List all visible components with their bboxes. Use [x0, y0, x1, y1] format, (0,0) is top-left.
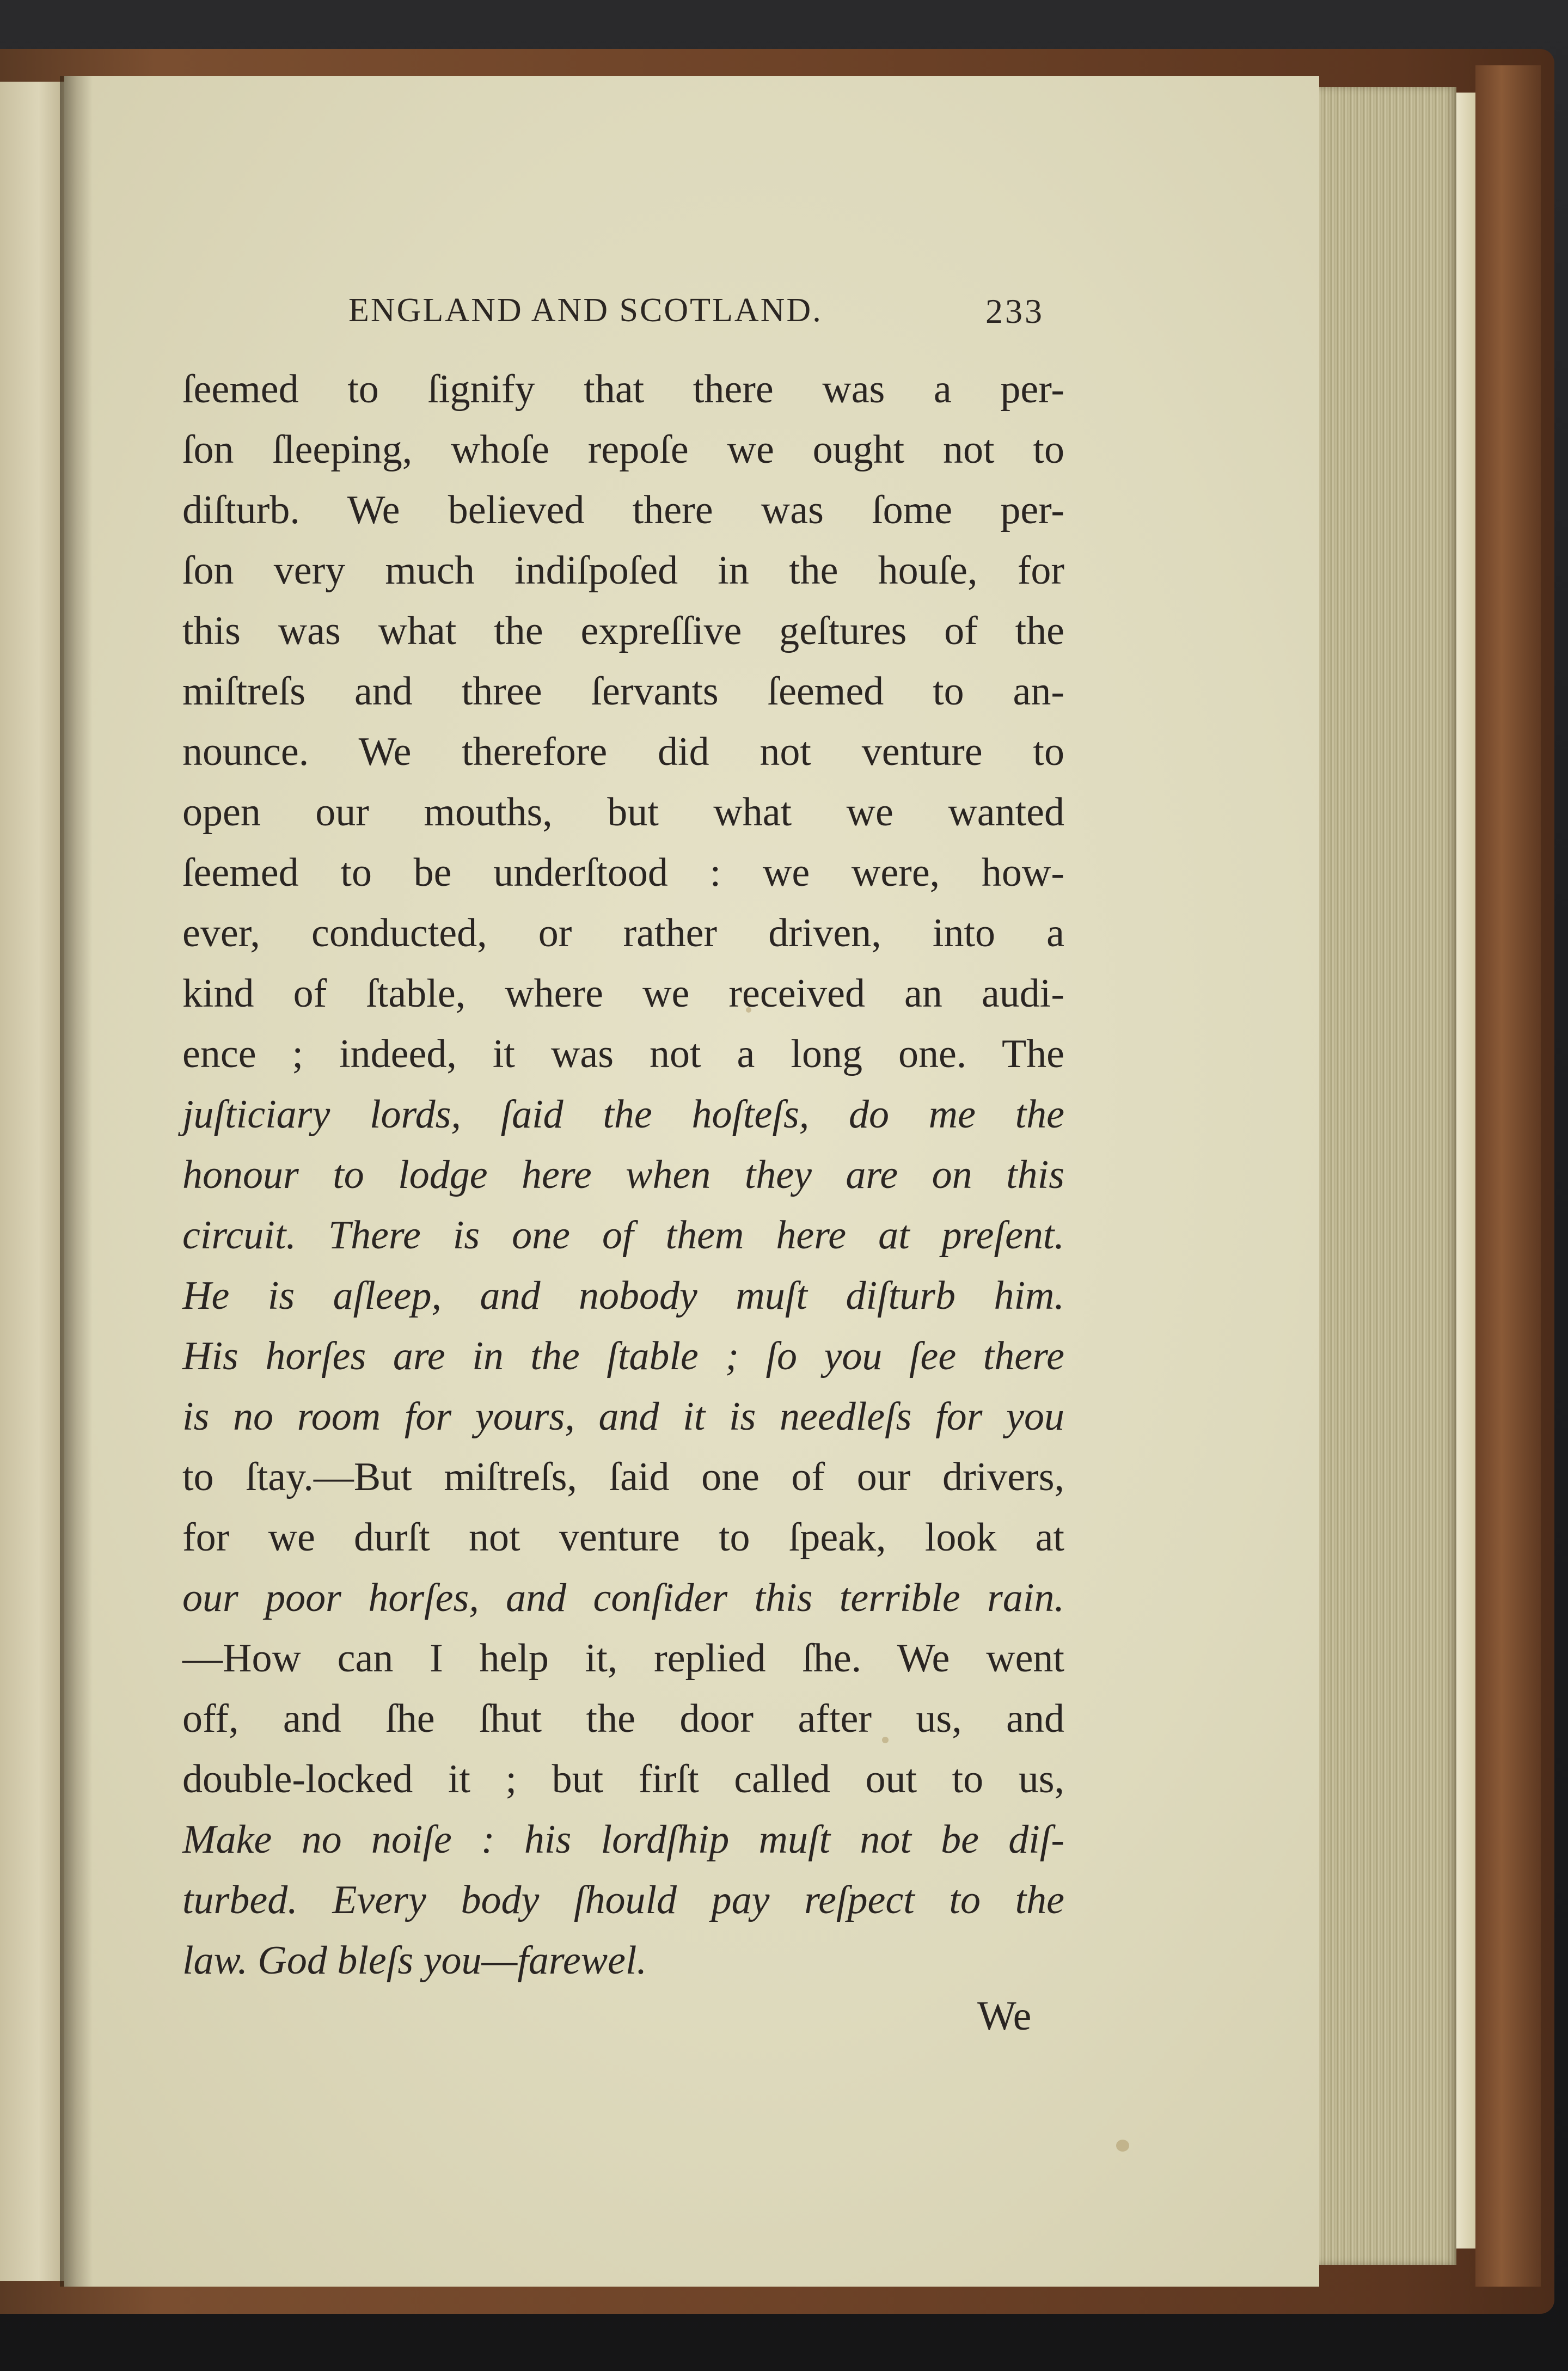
text-line: double-locked it ; but firſt called out to us, — [182, 1757, 1064, 1802]
text-line: ſeemed to ſignify that there was a per- — [182, 367, 1064, 412]
text-line: Make no noiſe : his lordſhip muſt not be diſ- — [182, 1817, 1064, 1862]
text-line: this was what the expreſſive geſtures of the — [182, 609, 1064, 653]
body-text — [182, 359, 1064, 1991]
text-line: circuit. There is one of them here at preſent. — [182, 1213, 1064, 1258]
text-line: ence ; indeed, it was not a long one. The — [182, 1032, 1064, 1076]
text-line: to ſtay.—But miſtreſs, ſaid one of our drivers, — [182, 1455, 1064, 1499]
verso-page-edge — [0, 82, 64, 2281]
text-line: ſon very much indiſpoſed in the houſe, for — [182, 548, 1064, 593]
text-line: He is aſleep, and nobody muſt diſturb him. — [182, 1273, 1064, 1318]
text-line: miſtreſs and three ſervants ſeemed to an- — [182, 669, 1064, 714]
catchword: We — [977, 1993, 1032, 2039]
text-line: law. God bleſs you—farewel. — [182, 1938, 647, 1983]
text-line: open our mouths, but what we wanted — [182, 790, 1064, 835]
running-title: ENGLAND AND SCOTLAND. — [348, 292, 823, 329]
text-line: His horſes are in the ſtable ; ſo you ſee there — [182, 1334, 1064, 1379]
text-line: is no room for yours, and it is needleſs for you — [182, 1394, 1064, 1439]
page-stack-outer-edge — [1456, 93, 1475, 2249]
text-line: juſticiary lords, ſaid the hoſteſs, do me the — [182, 1092, 1064, 1137]
text-line: ſon ſleeping, whoſe repoſe we ought not to — [182, 427, 1064, 472]
text-line: ever, conducted, or rather driven, into a — [182, 911, 1064, 955]
text-line: diſturb. We believed there was ſome per- — [182, 488, 1064, 532]
cover-edge — [1475, 65, 1541, 2287]
foxing-spot — [1116, 2140, 1129, 2152]
page-number: 233 — [985, 292, 1044, 330]
gutter-shadow — [60, 76, 93, 2287]
text-line: turbed. Every body ſhould pay reſpect to the — [182, 1878, 1064, 1922]
text-line: nounce. We therefore did not venture to — [182, 730, 1064, 774]
text-line: ſeemed to be underſtood : we were, how- — [182, 850, 1064, 895]
text-line: off, and ſhe ſhut the door after us, and — [182, 1696, 1064, 1741]
page-stack-fore-edge — [1315, 87, 1456, 2265]
text-line: honour to lodge here when they are on this — [182, 1153, 1064, 1197]
text-line: our poor horſes, and conſider this terrible rain. — [182, 1576, 1064, 1620]
text-line: —How can I help it, replied ſhe. We went — [182, 1636, 1064, 1681]
text-line: for we durſt not venture to ſpeak, look at — [182, 1515, 1064, 1560]
text-line: kind of ſtable, where we received an audi- — [182, 971, 1064, 1016]
